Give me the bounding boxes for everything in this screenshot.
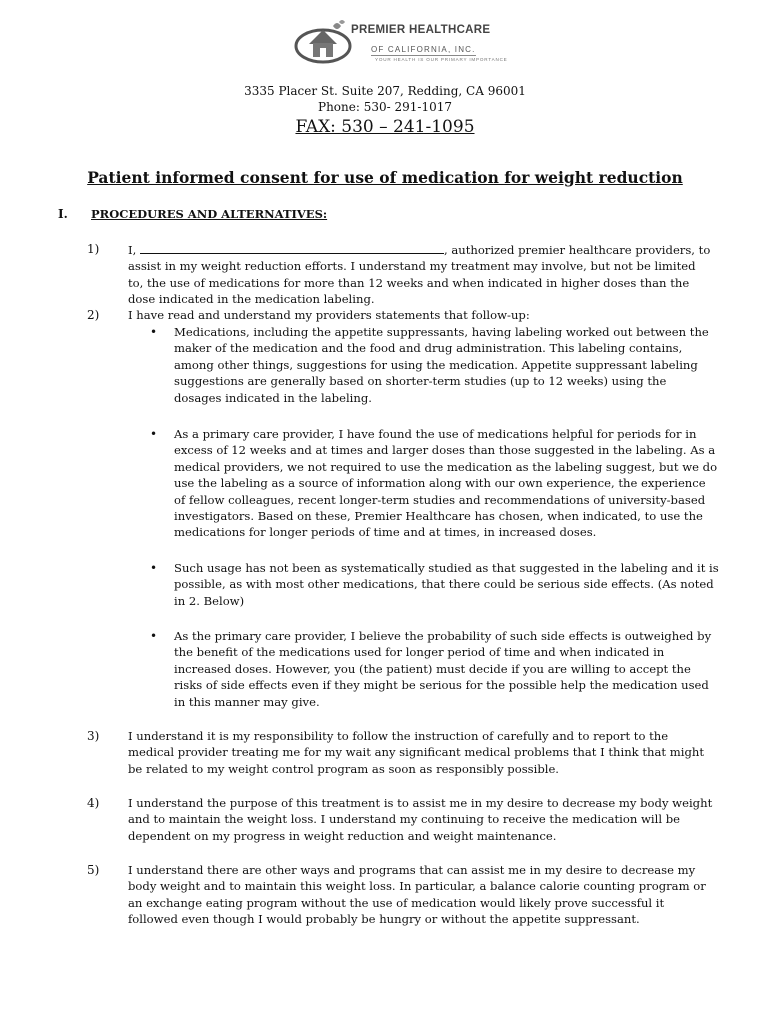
text-line: dependent on my progress in weight reduction and weight maintenance.: [128, 828, 557, 843]
text-line: As a primary care provider, I have found the use of medications helpful for periods for in: [174, 427, 697, 441]
text-line: followed even though I would probably be hungry or without the appetite suppressant.: [128, 912, 640, 927]
item-2-line-1: I have read and understand my providers statements that follow-up:: [128, 308, 530, 322]
company-logo: [293, 18, 508, 66]
text-line: I understand there are other ways and programs that can assist me in my desire to decrease my: [128, 863, 696, 877]
text-line: Such usage has not been as systematically studied as that suggested in the labeling and it is: [174, 561, 719, 575]
text-line: of fellow colleagues, recent longer-term studies and recommendations of university-based: [174, 492, 706, 507]
text-line: among other things, suggestions for using the medication. Appetite suppressant labeling: [174, 357, 698, 372]
item-1-lead: I,: [128, 243, 137, 257]
bullet-2-paragraph: [174, 426, 718, 541]
item-5-paragraph: [128, 862, 718, 928]
item-2-paragraph: [128, 307, 718, 323]
bullet-1-paragraph: [174, 324, 714, 406]
item-3-paragraph: [128, 728, 718, 777]
text-line: I understand it is my responsibility to follow the instruction of carefully and to report to the: [128, 729, 669, 743]
item-number: 5): [87, 863, 100, 877]
document-title: Patient informed consent for use of medication for weight reduction: [87, 168, 683, 187]
patient-name-blank[interactable]: [140, 241, 444, 254]
text-line: I understand the purpose of this treatment is to assist me in my desire to decrease my body weight: [128, 796, 713, 810]
text-line: in this manner may give.: [174, 694, 320, 709]
item-number: 4): [87, 796, 100, 810]
logo-name: PREMIER HEALTHCARE: [351, 24, 491, 36]
logo-tagline: YOUR HEALTH IS OUR PRIMARY IMPORTANCE: [375, 57, 508, 62]
bullet-icon: •: [150, 427, 158, 441]
item-1-line-2: assist in my weight reduction efforts. I understand my treatment may involve, but not be limited: [128, 259, 696, 274]
section-number: I.: [58, 207, 68, 221]
bullet-3-paragraph: [174, 560, 719, 609]
text-line: be related to my weight control program as soon as responsibly possible.: [128, 761, 559, 776]
logo-subtitle: OF CALIFORNIA, INC.: [371, 45, 476, 54]
text-line: an exchange eating program without the use of medication would likely prove successful it: [128, 895, 665, 910]
text-line: body weight and to maintain this weight loss. In particular, a balance calorie counting program or: [128, 879, 706, 894]
item-4-paragraph: [128, 795, 718, 844]
phone-line: Phone: 530- 291-1017: [318, 100, 452, 114]
item-1-paragraph: [128, 241, 718, 308]
section-heading: PROCEDURES AND ALTERNATIVES:: [91, 207, 328, 221]
item-1-line-4: dose indicated in the medication labeling.: [128, 292, 375, 307]
fax-line: FAX: 530 – 241-1095: [295, 117, 475, 137]
text-line: in 2. Below): [174, 593, 245, 608]
text-line: use the labeling as a source of information along with our own experience, the experience: [174, 476, 706, 491]
text-line: possible, as with most other medications, that there could be serious side effects. (As noted: [174, 577, 714, 592]
bullet-icon: •: [150, 561, 158, 575]
text-line: the benefit of the medications used for longer period of time and when indicated in: [174, 645, 665, 660]
item-number: 1): [87, 242, 100, 256]
text-line: maker of the medication and the food and drug administration. This labeling contains,: [174, 341, 683, 356]
text-line: medications for longer periods of time and at times, in increased doses.: [174, 525, 597, 540]
text-line: excess of 12 weeks and at times and larger doses than those suggested in the labeling. As a: [174, 443, 716, 458]
text-line: dosages indicated in the labeling.: [174, 390, 372, 405]
house-heart-logo-icon: [293, 18, 353, 66]
text-line: investigators. Based on these, Premier Healthcare has chosen, when indicated, to use the: [174, 509, 703, 524]
text-line: medical providers, we not required to use the medication as the labeling suggest, but we do: [174, 459, 718, 474]
text-line: suggestions are generally based on shorter-term studies (up to 12 weeks) using the: [174, 374, 667, 389]
item-1-line-1-rest: , authorized premier healthcare providers, to: [443, 243, 711, 257]
bullet-4-paragraph: [174, 628, 714, 710]
text-line: increased doses. However, you (the patient) must decide if you are willing to accept the: [174, 661, 691, 676]
text-line: risks of side effects even if they might be serious for the possible help the medication used: [174, 678, 709, 693]
bullet-icon: •: [150, 629, 158, 643]
text-line: and to maintain the weight loss. I understand my continuing to receive the medication will be: [128, 812, 681, 827]
item-number: 2): [87, 308, 100, 322]
item-1-line-3: to, the use of medications for more than 12 weeks and when indicated in higher doses than the: [128, 275, 690, 290]
text-line: As the primary care provider, I believe the probability of such side effects is outweighed by: [174, 629, 712, 643]
bullet-icon: •: [150, 325, 158, 339]
text-line: Medications, including the appetite suppressants, having labeling worked out between the: [174, 325, 709, 339]
address-line: 3335 Placer St. Suite 207, Redding, CA 96001: [244, 84, 526, 98]
text-line: medical provider treating me for my wait any significant medical problems that I think that might: [128, 745, 705, 760]
item-number: 3): [87, 729, 100, 743]
